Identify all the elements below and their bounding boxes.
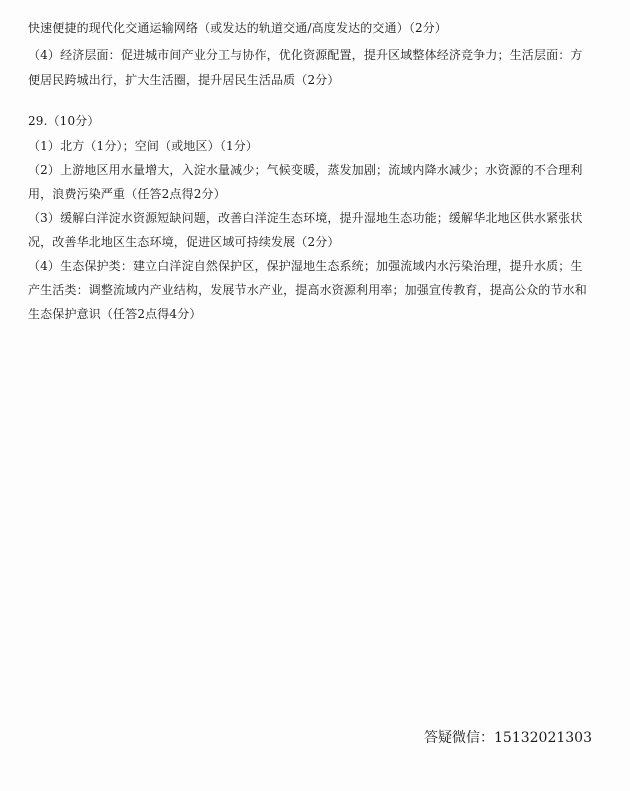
answer-29-3: （3）缓解白洋淀水资源短缺问题，改善白洋淀生态环境，提升湿地生态功能；缓解华北地区供水紧张状 bbox=[28, 211, 583, 225]
answer-29-1: （1）北方（1分）；空间（或地区）（1分） bbox=[28, 139, 259, 153]
answer-29-4-continued: 产生活类：调整流域内产业结构，发展节水产业，提高水资源利用率；加强宣传教育，提高公众的节水和 bbox=[28, 283, 587, 297]
answer-29-4: （4）生态保护类：建立白洋淀自然保护区，保护湿地生态系统；加强流域内水污染治理，提升水质；生 bbox=[28, 259, 583, 273]
answer-29-4-end: 生态保护意识（任答2点得4分） bbox=[28, 307, 202, 321]
answer-line-4-economy: （4）经济层面：促进城市间产业分工与协作，优化资源配置，提升区域整体经济竞争力；生活层面：方 bbox=[28, 48, 583, 62]
answer-29-3-continued: 况，改善华北地区生态环境，促进区域可持续发展（2分） bbox=[28, 235, 340, 249]
question-number: 29.（10分） bbox=[28, 114, 100, 128]
wechat-contact-footer: 答疑微信：15132021303 bbox=[424, 730, 592, 746]
answer-29-2-continued: 用，浪费污染严重（任答2点得2分） bbox=[28, 187, 226, 201]
answer-line-transport: 快速便捷的现代化交通运输网络（或发达的轨道交通/高度发达的交通）（2分） bbox=[28, 21, 448, 35]
answer-29-2: （2）上游地区用水量增大，入淀水量减少；气候变暖，蒸发加剧；流域内降水减少；水资源的不合理利 bbox=[28, 163, 583, 177]
answer-line-4-continued: 便居民跨城出行，扩大生活圈，提升居民生活品质（2分） bbox=[28, 73, 340, 87]
